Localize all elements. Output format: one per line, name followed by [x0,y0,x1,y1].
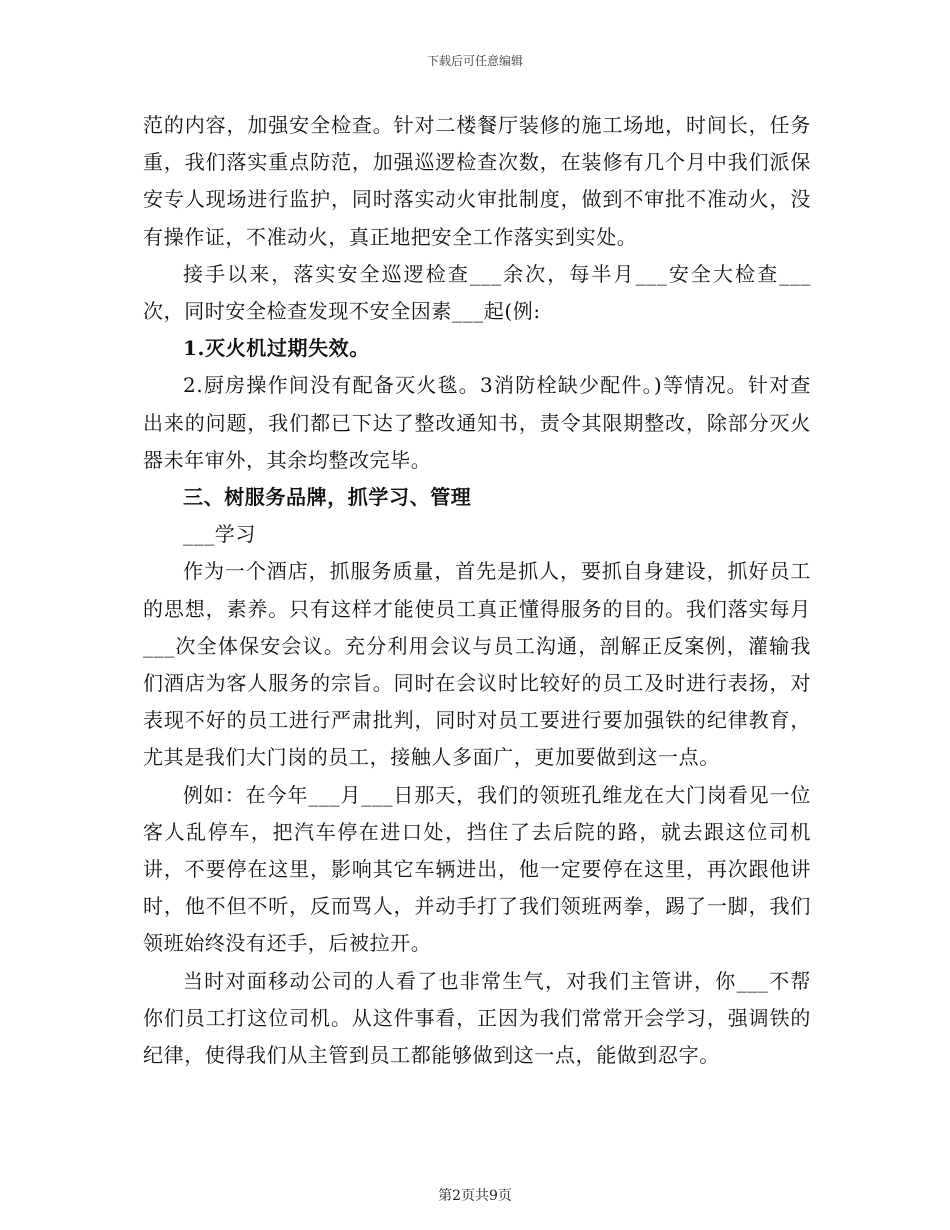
page-header: 下载后可任意编辑 [426,54,523,68]
page-footer: 第2页共9页 [438,1188,512,1204]
paragraph-2: 接手以来，落实安全巡逻检查___余次，每半月___安全大检查___次，同时安全检查发现不安全因素___起(例: [143,261,811,324]
subheading: ___学习 [183,522,256,547]
paragraph-5: 例如：在今年___月___日那天，我们的领班孔维龙在大门岗看见一位客人乱停车，把汽车停在进口处，挡住了去后院的路，就去跟这位司机讲，不要停在这里，影响其它车辆进出，他一定要停在这里，再次跟他讲时，他不但不听，反而骂人，并动手打了我们领班两拳，踢了一脚，我们领班始终没有还手，后被拉开。 [143,782,811,956]
list-item-1: 1.灭火机过期失效。 [183,336,370,361]
document-body [143,107,811,1074]
paragraph-6: 当时对面移动公司的人看了也非常生气，对我们主管讲，你___不帮你们员工打这位司机。从这件事看，正因为我们常常开会学习，强调铁的纪律，使得我们从主管到员工都能够做到这一点，能做到忍字。 [143,968,811,1068]
section-heading: 三、树服务品牌，抓学习、管理 [183,485,472,510]
paragraph-3: 2.厨房操作间没有配备灭火毯。3消防栓缺少配件。)等情况。针对查出来的问题，我们都已下达了整改通知书，责令其限期整改，除部分灭火器未年审外，其余均整改完毕。 [143,373,811,472]
paragraph-4: 作为一个酒店，抓服务质量，首先是抓人，要抓自身建设，抓好员工的思想，素养。只有这样才能使员工真正懂得服务的目的。我们落实每月___次全体保安会议。充分利用会议与员工沟通，剖解正反案例，灌输我们酒店为客人服务的宗旨。同时在会议时比较好的员工及时进行表扬，对表现不好的员工进行严肃批判，同时对员工要进行要加强铁的纪律教育，尤其是我们大门岗的员工，接触人多面广，更加要做到这一点。 [143,559,811,770]
paragraph-1: 范的内容，加强安全检查。针对二楼餐厅装修的施工场地，时间长，任务重，我们落实重点防范，加强巡逻检查次数，在装修有几个月中我们派保安专人现场进行监护，同时落实动火审批制度，做到不审批不准动火，没有操作证，不准动火，真正地把安全工作落实到实处。 [143,113,811,249]
